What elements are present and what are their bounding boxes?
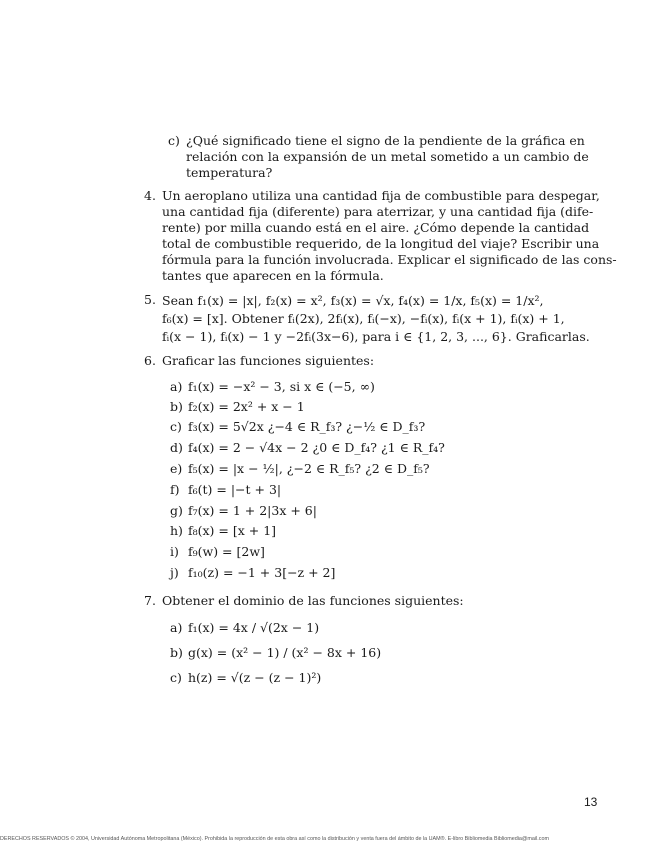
problem-7-number: 7.	[144, 593, 156, 608]
problem-7-item-b	[170, 645, 381, 661]
problem-4-text	[162, 188, 617, 284]
problem-6-number: 6.	[144, 353, 156, 368]
item-label: d)	[170, 440, 183, 455]
item-formula: f₇(x) = 1 + 2|3x + 6|	[187, 503, 317, 518]
item-label: c)	[170, 419, 182, 434]
item-label: b)	[170, 645, 183, 660]
item-formula: f₅(x) = |x − ½|, ¿−2 ∈ R_f₅? ¿2 ∈ D_f₅?	[187, 461, 430, 476]
problem-5-line: fᵢ(x − 1), fᵢ(x) − 1 y −2fᵢ(3x−6), para i ∈ {1, 2, 3, ..., 6}. Graficarlas.	[162, 329, 590, 344]
item-label: a)	[170, 620, 183, 635]
item-label: c)	[170, 670, 182, 685]
problem-6-item-g	[170, 503, 317, 519]
item-label: g)	[170, 503, 183, 518]
problem-6-item-a	[170, 379, 375, 395]
item-formula: f₁₀(z) = −1 + 3[−z + 2]	[187, 565, 336, 580]
problem-6-item-b	[170, 399, 305, 415]
item-label: j)	[170, 565, 179, 580]
problem-5-number: 5.	[144, 292, 156, 307]
problem-6-item-h	[170, 523, 276, 539]
problem-6-item-c	[170, 419, 425, 435]
problem-7-intro: Obtener el dominio de las funciones siguientes:	[162, 593, 464, 608]
question-c-line: relación con la expansión de un metal sometido a un cambio de	[186, 149, 589, 164]
item-formula: g(x) = (x² − 1) / (x² − 8x + 16)	[187, 645, 382, 660]
question-c-text	[186, 133, 589, 181]
problem-7-item-c	[170, 670, 321, 686]
problem-4-line: total de combustible requerido, de la longitud del viaje? Escribir una	[162, 236, 600, 251]
problem-6-item-d	[170, 440, 445, 456]
item-formula: f₈(x) = [x + 1]	[187, 523, 277, 538]
item-label: i)	[170, 544, 179, 559]
item-label: b)	[170, 399, 183, 414]
item-formula: f₄(x) = 2 − √4x − 2 ¿0 ∈ D_f₄? ¿1 ∈ R_f₄?	[187, 440, 445, 455]
problem-4-number: 4.	[144, 188, 156, 203]
item-formula: f₂(x) = 2x² + x − 1	[187, 399, 305, 414]
item-formula: f₁(x) = −x² − 3, si x ∈ (−5, ∞)	[187, 379, 375, 394]
problem-5-line: Sean f₁(x) = |x|, f₂(x) = x², f₃(x) = √x, f₄(x) = 1/x, f₅(x) = 1/x²,	[162, 293, 544, 308]
problem-4-line: una cantidad fija (diferente) para aterrizar, y una cantidad fija (dife-	[162, 204, 594, 219]
item-formula: f₆(t) = |−t + 3|	[187, 482, 282, 497]
problem-6-intro: Graficar las funciones siguientes:	[162, 353, 375, 368]
problem-4-line: tantes que aparecen en la fórmula.	[162, 268, 384, 283]
problem-6-item-j	[170, 565, 335, 581]
item-formula: h(z) = √(z − (z − 1)²)	[187, 670, 322, 685]
item-label: e)	[170, 461, 183, 476]
item-formula: f₃(x) = 5√2x ¿−4 ∈ R_f₃? ¿−½ ∈ D_f₃?	[187, 419, 426, 434]
item-label: h)	[170, 523, 183, 538]
problem-7-item-a	[170, 620, 319, 636]
problem-6-item-f	[170, 482, 281, 498]
item-formula: f₁(x) = 4x / √(2x − 1)	[187, 620, 320, 635]
question-c-label: c)	[168, 133, 180, 148]
question-c-line: ¿Qué significado tiene el signo de la pendiente de la gráfica en	[186, 133, 585, 148]
item-formula: f₉(w) = [2w]	[187, 544, 265, 559]
page-number: 13	[584, 795, 598, 809]
item-label: f)	[170, 482, 180, 497]
problem-4-line: rente) por milla cuando está en el aire. ¿Cómo depende la cantidad	[162, 220, 590, 235]
copyright-footer: DERECHOS RESERVADOS © 2004, Universidad Autónoma Metropolitana (México). Prohibida la reproducción de esta obra así como la distribución y venta fuera del ámbito de la UAM®. E-libro Bibliomedia Bibliomedia@mail.com	[0, 836, 549, 842]
problem-6-item-i	[170, 544, 265, 560]
problem-5-text	[162, 292, 590, 346]
question-c-line: temperatura?	[186, 165, 273, 180]
item-label: a)	[170, 379, 183, 394]
problem-6-item-e	[170, 461, 430, 477]
problem-4-line: Un aeroplano utiliza una cantidad fija de combustible para despegar,	[162, 188, 600, 203]
problem-5-line: f₆(x) = [x]. Obtener fᵢ(2x), 2fᵢ(x), fᵢ(−x), −fᵢ(x), fᵢ(x + 1), fᵢ(x) + 1,	[162, 311, 565, 326]
problem-4-line: fórmula para la función involucrada. Explicar el significado de las cons-	[162, 252, 617, 267]
